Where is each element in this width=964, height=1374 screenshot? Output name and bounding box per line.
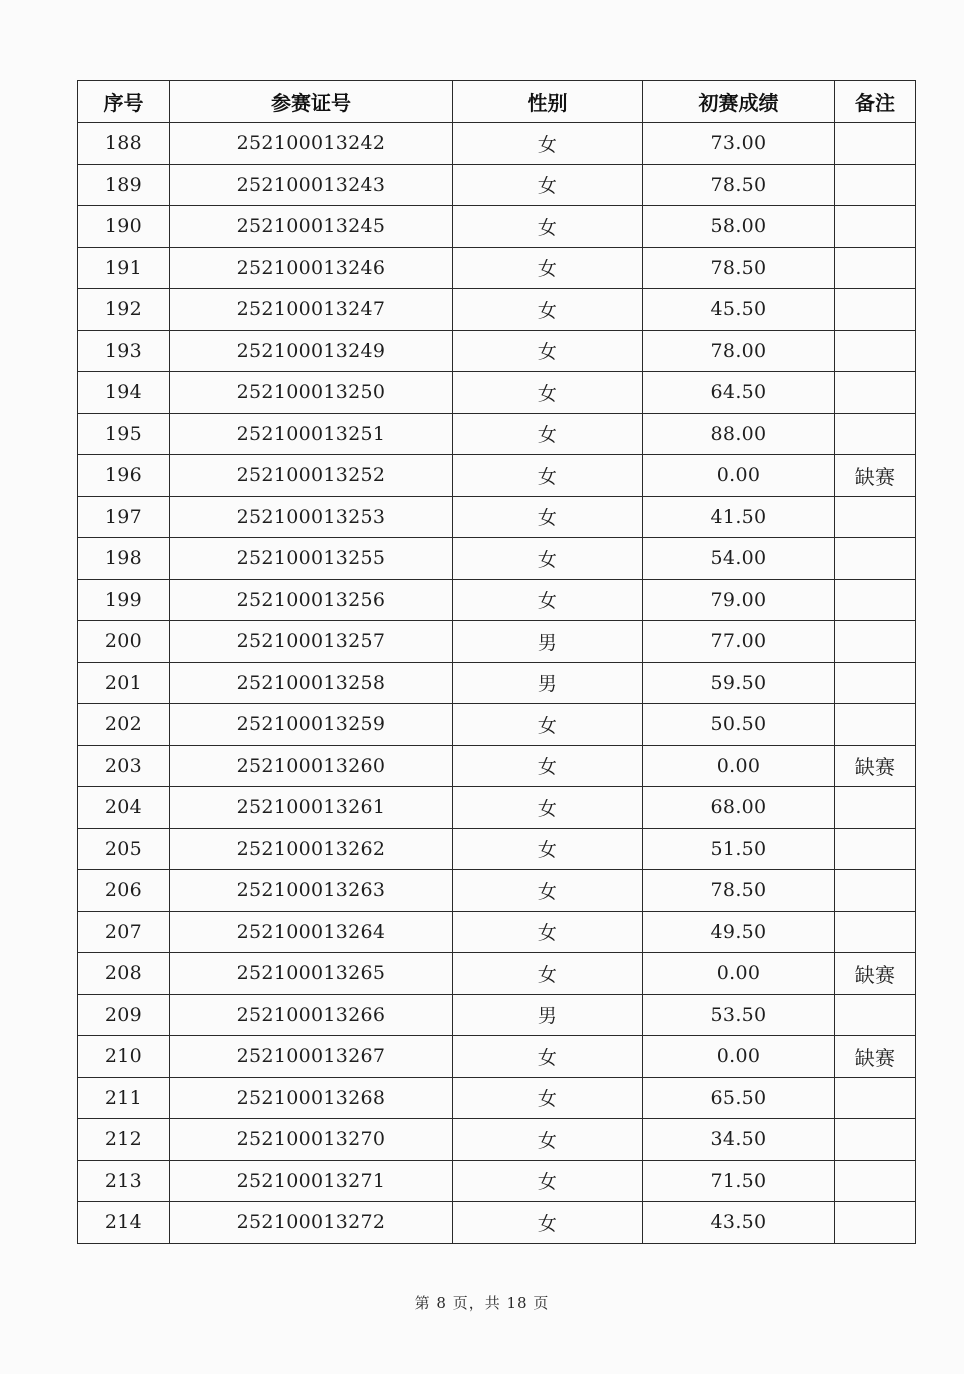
cell-score: 78.50 (643, 247, 835, 289)
cell-score: 58.00 (643, 206, 835, 248)
cell-gender: 女 (453, 870, 643, 912)
cell-seq: 193 (78, 330, 170, 372)
table-body (78, 123, 916, 1244)
table-row (78, 1036, 916, 1078)
header-gender: 性别 (453, 81, 643, 123)
cell-id: 252100013249 (170, 330, 453, 372)
cell-note (835, 330, 916, 372)
cell-seq: 188 (78, 123, 170, 165)
cell-seq: 199 (78, 579, 170, 621)
cell-seq: 201 (78, 662, 170, 704)
cell-gender: 女 (453, 704, 643, 746)
cell-seq: 189 (78, 164, 170, 206)
cell-seq: 206 (78, 870, 170, 912)
cell-id: 252100013259 (170, 704, 453, 746)
table-row (78, 413, 916, 455)
cell-score: 71.50 (643, 1160, 835, 1202)
table-header-row (78, 81, 916, 123)
cell-note (835, 413, 916, 455)
cell-id: 252100013263 (170, 870, 453, 912)
cell-note (835, 289, 916, 331)
cell-note (835, 579, 916, 621)
cell-gender: 女 (453, 413, 643, 455)
cell-gender: 女 (453, 953, 643, 995)
header-seq: 序号 (78, 81, 170, 123)
cell-seq: 207 (78, 911, 170, 953)
cell-seq: 214 (78, 1202, 170, 1244)
cell-id: 252100013252 (170, 455, 453, 497)
cell-seq: 196 (78, 455, 170, 497)
cell-score: 68.00 (643, 787, 835, 829)
cell-note (835, 1077, 916, 1119)
cell-seq: 209 (78, 994, 170, 1036)
cell-score: 0.00 (643, 953, 835, 995)
cell-gender: 男 (453, 662, 643, 704)
cell-gender: 女 (453, 828, 643, 870)
cell-score: 59.50 (643, 662, 835, 704)
cell-gender: 男 (453, 994, 643, 1036)
cell-note (835, 164, 916, 206)
cell-score: 41.50 (643, 496, 835, 538)
cell-score: 0.00 (643, 1036, 835, 1078)
cell-seq: 210 (78, 1036, 170, 1078)
table-row (78, 870, 916, 912)
table-row (78, 704, 916, 746)
cell-id: 252100013266 (170, 994, 453, 1036)
cell-score: 73.00 (643, 123, 835, 165)
cell-seq: 190 (78, 206, 170, 248)
cell-note (835, 372, 916, 414)
cell-score: 0.00 (643, 455, 835, 497)
cell-gender: 女 (453, 496, 643, 538)
cell-score: 0.00 (643, 745, 835, 787)
cell-score: 53.50 (643, 994, 835, 1036)
cell-id: 252100013268 (170, 1077, 453, 1119)
table-row (78, 538, 916, 580)
cell-seq: 204 (78, 787, 170, 829)
header-id: 参赛证号 (170, 81, 453, 123)
cell-note: 缺赛 (835, 953, 916, 995)
cell-gender: 女 (453, 787, 643, 829)
cell-note (835, 247, 916, 289)
cell-id: 252100013258 (170, 662, 453, 704)
cell-gender: 男 (453, 621, 643, 663)
table-row (78, 911, 916, 953)
cell-gender: 女 (453, 538, 643, 580)
cell-note (835, 621, 916, 663)
cell-gender: 女 (453, 1119, 643, 1161)
table-row (78, 496, 916, 538)
cell-score: 51.50 (643, 828, 835, 870)
cell-seq: 197 (78, 496, 170, 538)
table-row (78, 455, 916, 497)
cell-gender: 女 (453, 1160, 643, 1202)
cell-score: 34.50 (643, 1119, 835, 1161)
cell-score: 77.00 (643, 621, 835, 663)
cell-seq: 200 (78, 621, 170, 663)
cell-score: 78.00 (643, 330, 835, 372)
header-note: 备注 (835, 81, 916, 123)
cell-note (835, 123, 916, 165)
cell-id: 252100013271 (170, 1160, 453, 1202)
cell-id: 252100013247 (170, 289, 453, 331)
cell-score: 78.50 (643, 870, 835, 912)
cell-seq: 208 (78, 953, 170, 995)
cell-id: 252100013242 (170, 123, 453, 165)
cell-score: 64.50 (643, 372, 835, 414)
cell-note (835, 911, 916, 953)
cell-seq: 202 (78, 704, 170, 746)
table-row (78, 953, 916, 995)
cell-seq: 211 (78, 1077, 170, 1119)
cell-gender: 女 (453, 1036, 643, 1078)
cell-id: 252100013250 (170, 372, 453, 414)
cell-seq: 195 (78, 413, 170, 455)
cell-gender: 女 (453, 579, 643, 621)
cell-note (835, 787, 916, 829)
cell-id: 252100013264 (170, 911, 453, 953)
cell-id: 252100013251 (170, 413, 453, 455)
cell-score: 43.50 (643, 1202, 835, 1244)
cell-note (835, 496, 916, 538)
cell-id: 252100013260 (170, 745, 453, 787)
cell-gender: 女 (453, 911, 643, 953)
cell-seq: 212 (78, 1119, 170, 1161)
cell-gender: 女 (453, 247, 643, 289)
cell-gender: 女 (453, 330, 643, 372)
cell-note (835, 538, 916, 580)
cell-id: 252100013255 (170, 538, 453, 580)
cell-note (835, 870, 916, 912)
cell-id: 252100013270 (170, 1119, 453, 1161)
cell-score: 88.00 (643, 413, 835, 455)
table-row (78, 579, 916, 621)
cell-id: 252100013272 (170, 1202, 453, 1244)
cell-gender: 女 (453, 123, 643, 165)
cell-id: 252100013261 (170, 787, 453, 829)
cell-id: 252100013246 (170, 247, 453, 289)
table-row (78, 1119, 916, 1161)
cell-note (835, 206, 916, 248)
table-row (78, 1077, 916, 1119)
cell-gender: 女 (453, 1202, 643, 1244)
cell-note (835, 1160, 916, 1202)
cell-seq: 198 (78, 538, 170, 580)
cell-note: 缺赛 (835, 455, 916, 497)
cell-note (835, 662, 916, 704)
cell-seq: 205 (78, 828, 170, 870)
page-footer: 第 8 页，共 18 页 (414, 1294, 550, 1312)
cell-score: 49.50 (643, 911, 835, 953)
cell-seq: 213 (78, 1160, 170, 1202)
cell-id: 252100013262 (170, 828, 453, 870)
table-row (78, 164, 916, 206)
table-row (78, 206, 916, 248)
cell-score: 50.50 (643, 704, 835, 746)
cell-note (835, 704, 916, 746)
cell-note (835, 994, 916, 1036)
cell-id: 252100013253 (170, 496, 453, 538)
cell-gender: 女 (453, 289, 643, 331)
cell-id: 252100013243 (170, 164, 453, 206)
score-table (77, 80, 916, 1244)
header-score: 初赛成绩 (643, 81, 835, 123)
cell-score: 65.50 (643, 1077, 835, 1119)
cell-seq: 192 (78, 289, 170, 331)
table-row (78, 828, 916, 870)
table-row (78, 662, 916, 704)
table-row (78, 123, 916, 165)
table-row (78, 289, 916, 331)
cell-id: 252100013265 (170, 953, 453, 995)
cell-id: 252100013256 (170, 579, 453, 621)
table-row (78, 787, 916, 829)
cell-note (835, 1119, 916, 1161)
cell-score: 78.50 (643, 164, 835, 206)
cell-seq: 191 (78, 247, 170, 289)
cell-note: 缺赛 (835, 1036, 916, 1078)
table-row (78, 1202, 916, 1244)
cell-gender: 女 (453, 206, 643, 248)
cell-gender: 女 (453, 455, 643, 497)
cell-note (835, 828, 916, 870)
cell-seq: 203 (78, 745, 170, 787)
cell-seq: 194 (78, 372, 170, 414)
table-row (78, 247, 916, 289)
cell-score: 45.50 (643, 289, 835, 331)
table-row (78, 1160, 916, 1202)
cell-note (835, 1202, 916, 1244)
cell-id: 252100013267 (170, 1036, 453, 1078)
cell-score: 54.00 (643, 538, 835, 580)
table-row (78, 745, 916, 787)
cell-id: 252100013257 (170, 621, 453, 663)
cell-score: 79.00 (643, 579, 835, 621)
table-row (78, 372, 916, 414)
cell-id: 252100013245 (170, 206, 453, 248)
table-row (78, 330, 916, 372)
cell-gender: 女 (453, 745, 643, 787)
cell-gender: 女 (453, 372, 643, 414)
cell-note: 缺赛 (835, 745, 916, 787)
table-row (78, 621, 916, 663)
cell-gender: 女 (453, 1077, 643, 1119)
cell-gender: 女 (453, 164, 643, 206)
table-row (78, 994, 916, 1036)
